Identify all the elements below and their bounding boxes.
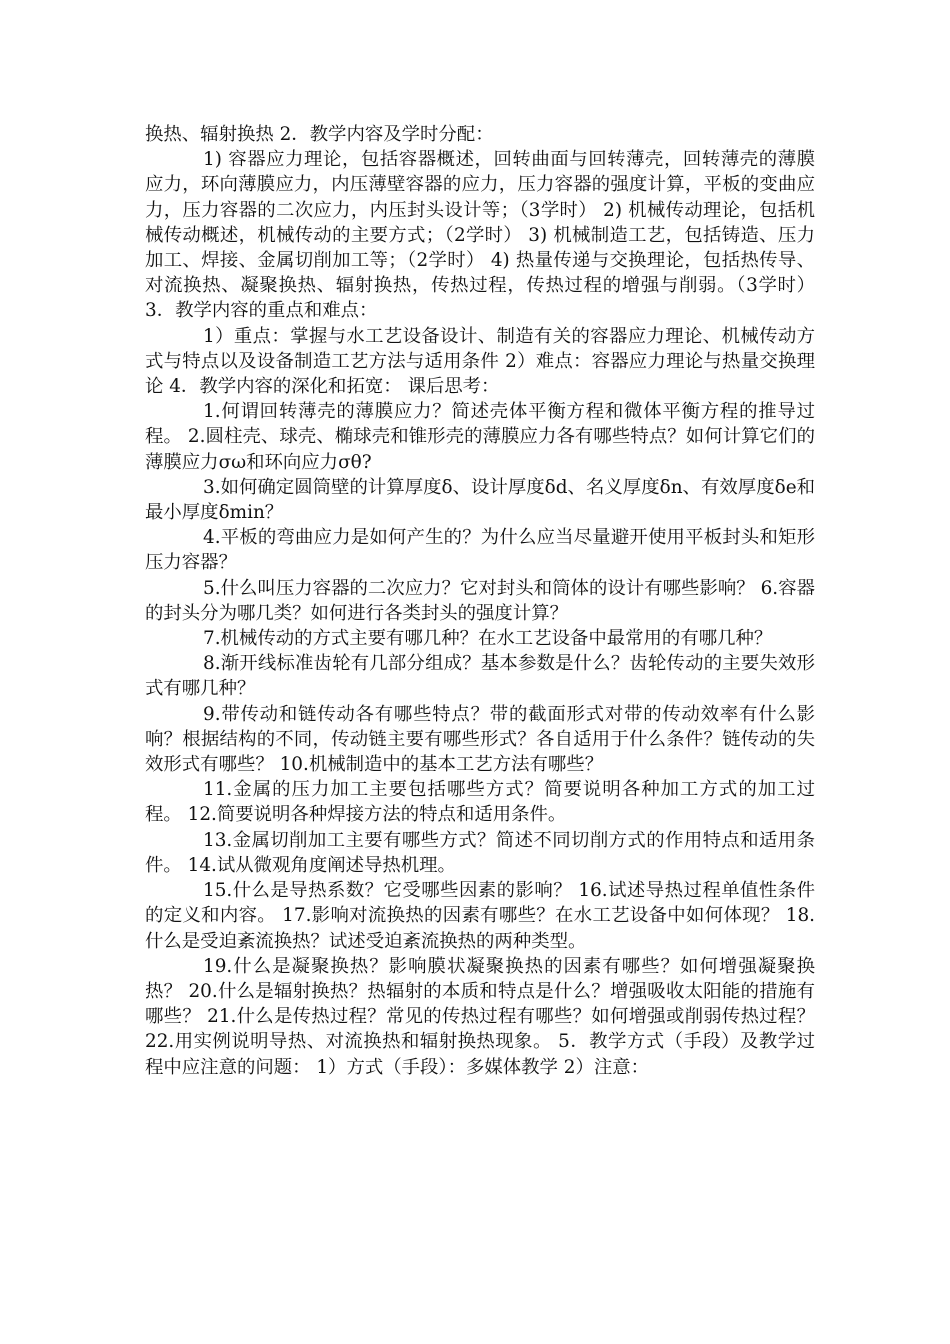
paragraph: 1）重点：掌握与水工艺设备设计、制造有关的容器应力理论、机械传动方式与特点以及设备制造工艺方法与适用条件 2）难点：容器应力理论与热量交换理论 4．教学内容的深化和拓宽： 课后思考： — [145, 325, 815, 398]
paragraph: 9.带传动和链传动各有哪些特点？带的截面形式对带的传动效率有什么影响？根据结构的不同，传动链主要有哪些形式？各自适用于什么条件？链传动的失效形式有哪些？ 10.机械制造中的基本工艺方法有哪些？ — [145, 703, 815, 776]
paragraph: 换热、辐射换热 2．教学内容及学时分配： — [145, 124, 494, 145]
paragraph: 11.金属的压力加工主要包括哪些方式？简要说明各种加工方式的加工过程。 12.简要说明各种焊接方法的特点和适用条件。 — [145, 779, 815, 826]
paragraph: 5.什么叫压力容器的二次应力？它对封头和筒体的设计有哪些影响？ 6.容器的封头分为哪几类？如何进行各类封头的强度计算？ — [145, 577, 815, 624]
paragraph: 1.何谓回转薄壳的薄膜应力？简述壳体平衡方程和微体平衡方程的推导过程。 2.圆柱壳、球壳、椭球壳和锥形壳的薄膜应力各有哪些特点？如何计算它们的薄膜应力σω和环向应力σθ? — [145, 401, 815, 473]
paragraph: 19.什么是凝聚换热？影响膜状凝聚换热的因素有哪些？如何增强凝聚换热？ 20.什么是辐射换热？热辐射的本质和特点是什么？增强吸收太阳能的措施有哪些？ 21.什么是传热过程？常见的传热过程有哪些？如何增强或削弱传热过程？ 22.用实例说明导热、对流换热和辐射换热现象。 5．教学方式（手段）及教学过程中应注意的问题： 1）方式（手段）：多媒体教学 2）注意： — [145, 955, 815, 1078]
document-body — [145, 122, 815, 1080]
paragraph: 4.平板的弯曲应力是如何产生的？为什么应当尽量避开使用平板封头和矩形压力容器？ — [145, 527, 815, 574]
paragraph: 7.机械传动的方式主要有哪几种？在水工艺设备中最常用的有哪几种？ — [203, 628, 773, 650]
paragraph: 15.什么是导热系数？它受哪些因素的影响？ 16.试述导热过程单值性条件的定义和内容。 17.影响对流换热的因素有哪些？在水工艺设备中如何体现？ 18.什么是受迫紊流换热？试述受迫紊流换热的两种类型。 — [145, 880, 815, 952]
paragraph: 8.渐开线标准齿轮有几部分组成？基本参数是什么？齿轮传动的主要失效形式有哪几种？ — [145, 653, 815, 700]
paragraph: 13.金属切削加工主要有哪些方式？简述不同切削方式的作用特点和适用条件。 14.试从微观角度阐述导热机理。 — [145, 829, 815, 876]
paragraph: 1) 容器应力理论，包括容器概述，回转曲面与回转薄壳，回转薄壳的薄膜应力，环向薄膜应力，内压薄壁容器的应力，压力容器的强度计算，平板的变曲应力，压力容器的二次应力，内压封头设计等；（3学时） 2) 机械传动理论，包括机械传动概述，机械传动的主要方式；（2学时） 3) 机械制造工艺，包括铸造、压力加工、焊接、金属切削加工等；（2学时） 4) 热量传递与交换理论，包括热传导、对流换热、凝聚换热、辐射换热，传热过程，传热过程的增强与削弱。（3学时） 3．教学内容的重点和难点： — [145, 149, 815, 322]
paragraph: 3.如何确定圆筒壁的计算厚度δ、设计厚度δd、名义厚度δn、有效厚度δe和最小厚度δmin？ — [145, 476, 815, 524]
